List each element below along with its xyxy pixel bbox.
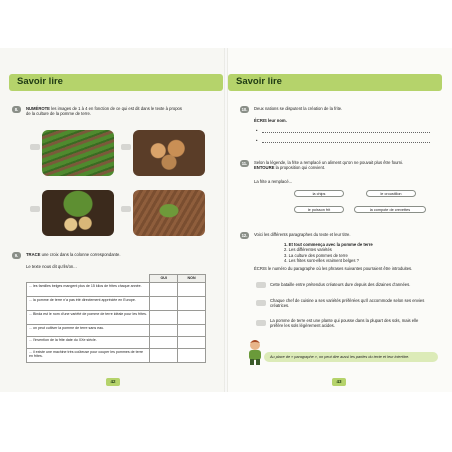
left-title-bar — [9, 74, 223, 91]
exercise-9-instr: une croix dans la colonne correspondante. — [41, 252, 121, 257]
exercise-9-verb: TRACE — [26, 252, 41, 257]
paragraph-title-2: 2. Les différentes variétés — [284, 247, 332, 253]
right-page-number: 43 — [332, 378, 346, 386]
exercise-11-prompt: La frite a remplacé... — [254, 179, 293, 184]
option-la-compote-de-crevettes[interactable]: la compote de crevettes — [354, 206, 426, 213]
answer-line-1[interactable] — [262, 132, 430, 133]
answer-box-item-2[interactable] — [256, 300, 266, 306]
photo-2-answer-box[interactable] — [121, 144, 131, 150]
exercise-8-line1: les images de 1 à 4 en fonction de ce qui est dit dans le texte à propos — [51, 106, 182, 111]
left-page — [0, 48, 226, 392]
photo-4-answer-box[interactable] — [121, 206, 131, 212]
table-cell-oui[interactable] — [150, 349, 178, 363]
photo-1-answer-box[interactable] — [30, 144, 40, 150]
photo-hands-holding-potatoes — [133, 130, 205, 176]
table-cell-oui[interactable] — [150, 311, 178, 325]
right-title-bar — [228, 74, 442, 91]
table-row-statement: ... il existe une machine très coûteuse pour couper les pommes de terre en frites. — [27, 349, 150, 363]
item-1-text: Cette bataille entre prétendus créateurs dure depuis des dizaines d’années. — [270, 282, 411, 287]
tip-bubble: Au place de « paragraphe », on peut dire aussi les parties du texte et leur intertitre. — [264, 352, 438, 362]
bullet-2: • — [256, 138, 258, 143]
exercise-12-number: 12. — [241, 233, 248, 238]
exercise-9-intro: Le texte nous dit qu’ils/on... — [26, 264, 77, 269]
table-cell-non[interactable] — [178, 337, 206, 349]
table-cell-non[interactable] — [178, 311, 206, 325]
table-row-statement: ... on peut cultiver la pomme de terre sans eau. — [27, 325, 150, 337]
photo-uprooted-potato-plant — [42, 190, 114, 236]
paragraph-list — [284, 242, 434, 264]
column-header-oui: OUI — [150, 275, 178, 283]
right-page — [226, 48, 452, 392]
option-le-poisson-frit[interactable]: le poisson frit — [294, 206, 344, 213]
table-cell-non[interactable] — [178, 349, 206, 363]
item-2-text: Chaque chef de cuisine a ses variétés préférées qu’il accommode selon ses envies créatrices. — [270, 298, 425, 309]
table-corner — [27, 275, 150, 283]
true-false-table — [26, 274, 206, 363]
photo-3-answer-box[interactable] — [30, 206, 40, 212]
paragraph-title-1: 1. Et tout commença avec la pomme de terre — [284, 242, 373, 247]
table-cell-non[interactable] — [178, 297, 206, 311]
exercise-11-line1: Selon la légende, la frite a remplacé un aliment qu’on ne pouvait plus être fourni. — [254, 160, 404, 165]
table-row-statement: ... la pomme de terre n’a pas été directement appréciée en Europe. — [27, 297, 150, 311]
answer-box-item-1[interactable] — [256, 282, 266, 288]
exercise-10-line: Deux nations se disputent la création de la frite. — [254, 106, 343, 111]
exercise-10-ecris — [254, 118, 287, 123]
table-cell-non[interactable] — [178, 325, 206, 337]
photo-sprout-in-soil — [133, 190, 205, 236]
left-page-number: 42 — [106, 378, 120, 386]
exercise-12-intro: Voici les différents paragraphes du texte et leur titre. — [254, 232, 351, 237]
left-page-title: Savoir lire — [17, 76, 63, 87]
table-row-statement: ... les familles belges mangent plus de 15 kilos de frites chaque année. — [27, 283, 150, 297]
exercise-11-verb: ENTOURE — [254, 165, 275, 171]
paragraph-title-3: 3. La culture des pommes de terre — [284, 252, 348, 258]
mascot-illustration — [244, 338, 266, 366]
exercise-8-instruction — [26, 106, 216, 117]
table-cell-oui[interactable] — [150, 337, 178, 349]
option-la-chips[interactable]: la chips — [294, 190, 344, 197]
answer-line-2[interactable] — [262, 142, 430, 143]
column-header-non: NON — [178, 275, 206, 283]
table-row-statement: ... l’invention de la frite date du XXe siècle. — [27, 337, 150, 349]
table-cell-oui[interactable] — [150, 325, 178, 337]
exercise-9-number: 9. — [12, 252, 21, 259]
paragraph-title-4: 4. Les frites sont-elles vraiment belges ? — [284, 258, 359, 264]
table-cell-oui[interactable] — [150, 297, 178, 311]
right-page-title: Savoir lire — [236, 76, 282, 87]
exercise-11-number: 11. — [241, 161, 248, 166]
exercise-8-verb: NUMÉROTE — [26, 106, 50, 111]
exercise-9-instruction — [26, 252, 216, 257]
exercise-11-line2: la proposition qui convient. — [275, 165, 326, 171]
option-le-croustillon[interactable]: le croustillon — [366, 190, 416, 197]
book-spine — [224, 48, 228, 392]
photo-potato-field-rows — [42, 130, 114, 176]
answer-box-item-3[interactable] — [256, 320, 266, 326]
item-3-text: La pomme de terre est une plante qui pousse dans la plupart des sols, mais elle préfère les sols légèrement acides. — [270, 318, 419, 329]
exercise-8-line2: de la culture de la pomme de terre. — [26, 111, 91, 117]
table-cell-oui[interactable] — [150, 283, 178, 297]
bullet-1: • — [256, 128, 258, 133]
exercise-8-number: 8. — [12, 106, 21, 113]
exercise-10-number: 10. — [241, 107, 248, 112]
exercise-12-ecris: ÉCRIS le numéro du paragraphe où les phrases suivantes pourraient être introduites. — [254, 266, 413, 271]
table-cell-non[interactable] — [178, 283, 206, 297]
exercise-11-instruction — [254, 160, 444, 171]
table-row-statement: ... Binda est le nom d’une variété de pomme de terre idéale pour les frites. — [27, 311, 150, 325]
exercise-10-ecris-text: ÉCRIS leur nom. — [254, 118, 287, 123]
